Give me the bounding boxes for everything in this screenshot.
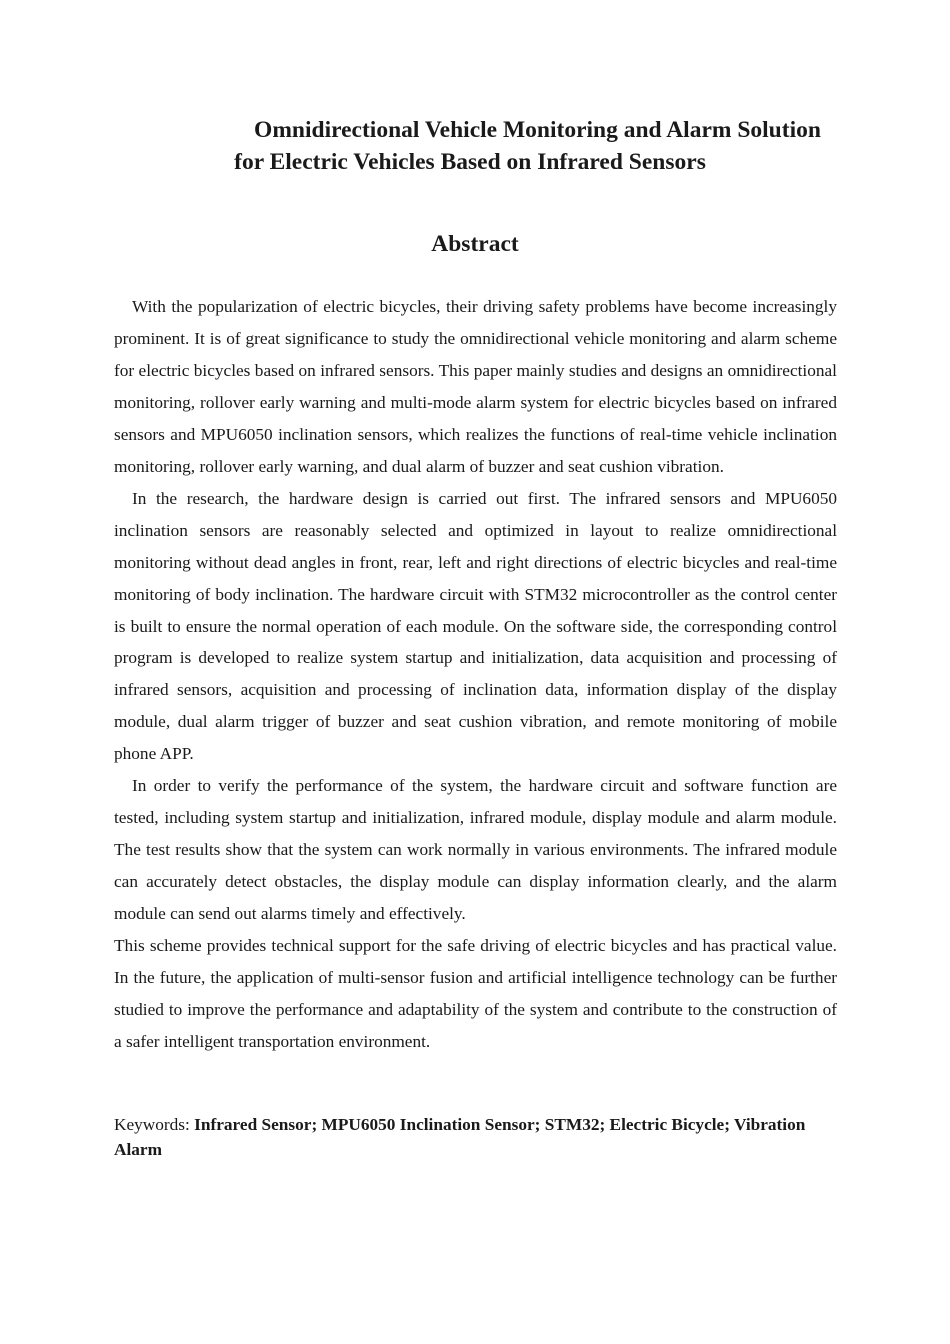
paper-title-line-1: Omnidirectional Vehicle Monitoring and Alarm Solution: [254, 117, 821, 143]
abstract-paragraph-1: With the popularization of electric bicycles, their driving safety problems have become increasingly prominent. It is of great significance to study the omnidirectional vehicle monitoring and alarm scheme for electric bicycles based on infrared sensors. This paper mainly studies and designs an omnidirectional monitoring, rollover early warning and multi-mode alarm system for electric bicycles based on infrared sensors and MPU6050 inclination sensors, which realizes the functions of real-time vehicle inclination monitoring, rollover early warning, and dual alarm of buzzer and seat cushion vibration.: [114, 297, 837, 476]
paper-title-line-2: for Electric Vehicles Based on Infrared Sensors: [234, 149, 706, 175]
abstract-paragraph-2: In the research, the hardware design is carried out first. The infrared sensors and MPU6050 inclination sensors are reasonably selected and optimized in layout to realize omnidirectional monitoring without dead angles in front, rear, left and right directions of electric bicycles and real-time monitoring of body inclination. The hardware circuit with STM32 microcontroller as the control center is built to ensure the normal operation of each module. On the software side, the corresponding control program is developed to realize system startup and initialization, data acquisition and processing of infrared sensors, acquisition and processing of inclination data, information display of the display module, dual alarm trigger of buzzer and seat cushion vibration, and remote monitoring of mobile phone APP.: [114, 488, 837, 764]
keywords-values: Infrared Sensor; MPU6050 Inclination Sensor; STM32; Electric Bicycle; Vibration Alarm: [114, 1115, 806, 1159]
keywords-label: Keywords:: [114, 1115, 195, 1134]
paper-title: [150, 114, 850, 178]
abstract-paragraph-4: This scheme provides technical support for the safe driving of electric bicycles and has practical value. In the future, the application of multi-sensor fusion and artificial intelligence technology can be further studied to improve the performance and adaptability of the system and contribute to the construction of a safer intelligent transportation environment.: [114, 936, 837, 1051]
abstract-heading: Abstract: [431, 231, 519, 257]
abstract-paragraph-3: In order to verify the performance of the system, the hardware circuit and software function are tested, including system startup and initialization, infrared module, display module and alarm module. The test results show that the system can work normally in various environments. The infrared module can accurately detect obstacles, the display module can display information clearly, and the alarm module can send out alarms timely and effectively.: [114, 776, 837, 924]
abstract-body: [114, 291, 837, 1058]
keywords-line: [114, 1112, 837, 1162]
